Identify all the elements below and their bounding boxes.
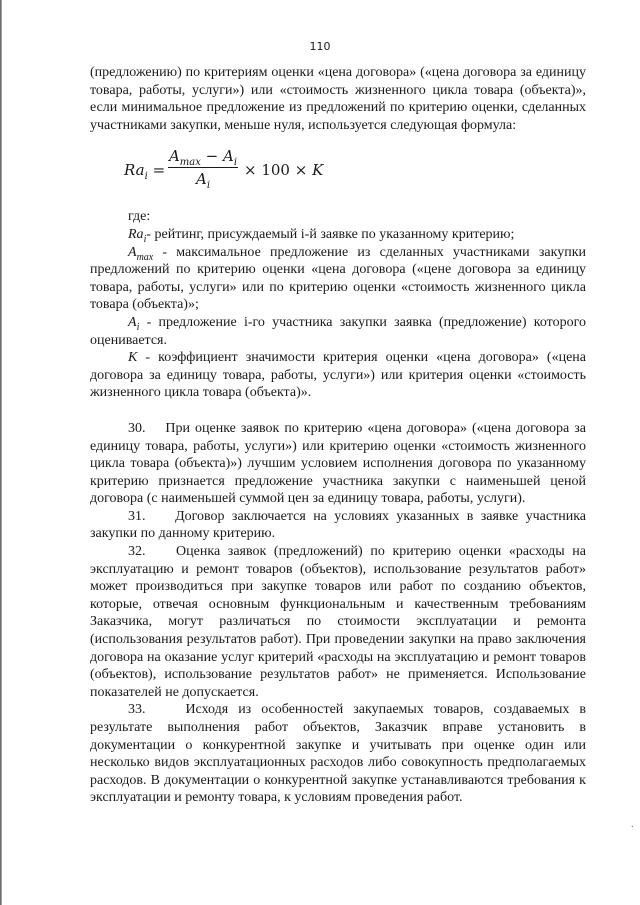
page-number: 110 <box>309 40 331 53</box>
formula-numerator: $A_{max} - A_i$ <box>168 147 238 169</box>
numbered-paragraph: 30. При оценке заявок по критерию «цена договора» («цена договора за единицу товара, работы, услуги») или критерию оценки «стоимость жизненного цикла товара (объекта)») лучшим условием исполнения договора по указанному критерию признается предложение участника закупки с наименьшей ценой договора (с наименьшей суммой цен за единицу товара, работы, услуги). <box>90 420 586 507</box>
scan-artifact: · <box>630 822 634 833</box>
paragraph-number: 30. <box>128 420 146 436</box>
formula-lhs: $Ra_i$ = <box>124 161 166 183</box>
scan-edge-shadow <box>0 0 2 905</box>
definition-item: $A_i$ - предложение i-го участника закупки заявка (предложение) которого оценивается. <box>90 314 586 348</box>
numbered-paragraph: 31. Договор заключается на условиях указанных в заявке участника закупки по данному критерию. <box>90 508 586 542</box>
formula-multiplier: × 100 × K <box>244 161 324 180</box>
paragraph-number: 31. <box>128 508 146 524</box>
definition-item: $A_{max}$ - максимальное предложение из сделанных участниками закупки предложений по критерию оценки «цена договора («цене договора за единицу товара, работы, услуги» или по критерию оценки «стоимость жизненного цикла товара (объекта)»; <box>90 244 586 313</box>
document-body <box>90 64 586 807</box>
intro-paragraph: (предложению) по критериям оценки «цена договора» («цена договора за единицу товара, работы, услуги») или «стоимость жизненного цикла товара (объекта)», если минимальное предложение из предложений по критерию оценки, сделанных участниками закупки, меньше нуля, используется следующая формула: <box>90 65 586 133</box>
formula-denominator: $A_i$ <box>195 169 211 191</box>
definition-item: K - коэффициент значимости критерия оценки «цена договора» («цена договора за единицу товара, работы, услуги») или критерия оценки «стоимость жизненного цикла товара (объекта)». <box>90 350 586 401</box>
numbered-paragraph: 32. Оценка заявок (предложений) по критерию оценки «расходы на эксплуатацию и ремонт товаров (объектов), использование результатов работ» может производиться при закупке товаров или работ по созданию объектов, которые, отвечая основным функциональным и качественным требованиям Заказчика, могут различаться по стоимости эксплуатации и ремонта (использования результатов работ). При проведении закупки на право заключения договора на оказание услуг критерий «расходы на эксплуатацию и ремонт товаров (объектов), использование результатов работ» не применяется. Использование показателей не допускается. <box>90 544 586 700</box>
paragraph-number: 33. <box>128 702 146 718</box>
rating-formula <box>90 134 586 208</box>
formula-fraction <box>168 147 238 191</box>
numbered-paragraph: 33. Исходя из особенностей закупаемых товаров, создаваемых в результате выполнения работ объектов, Заказчик вправе установить в документации о конкурентной закупке и учитывать при оценке один или несколько видов эксплуатационных расходов либо совокупность предполагаемых расходов. В документации о конкурентной закупке устанавливаются требования к эксплуатации и ремонту товара, к условиям проведения работ. <box>90 702 586 806</box>
paragraph-number: 32. <box>128 544 146 560</box>
where-label: где: <box>128 209 151 225</box>
definition-item: $Ra_i-$ рейтинг, присуждаемый i-й заявке по указанному критерию; <box>128 226 515 245</box>
